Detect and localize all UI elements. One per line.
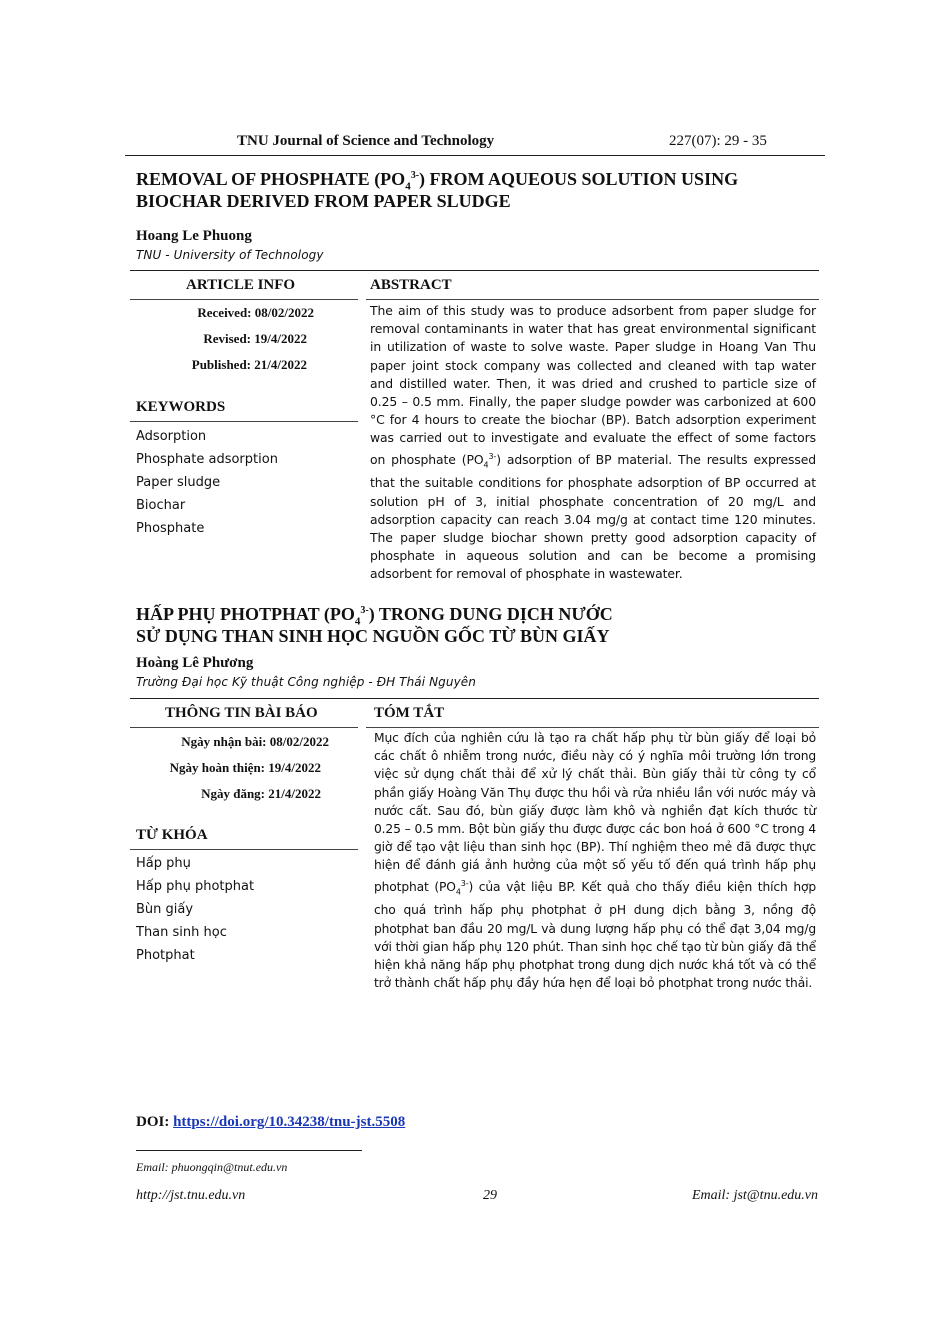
vn-received-value: 08/02/2022 — [269, 734, 329, 749]
vn-received-date — [130, 734, 329, 750]
keyword-item: Adsorption — [136, 429, 207, 444]
published-date — [130, 357, 307, 373]
vn-revised-date — [130, 760, 321, 776]
vn-keyword-item: Hấp phụ photphat — [136, 879, 255, 894]
vietnamese-top-rule — [130, 698, 819, 699]
keywords-heading: KEYWORDS — [136, 399, 226, 415]
vietnamese-title-line2: SỬ DỤNG THAN SINH HỌC NGUỒN GỐC TỪ BÙN GIẤY — [136, 626, 610, 646]
keyword-item: Phosphate adsorption — [136, 452, 278, 467]
english-title-line1-pre: REMOVAL OF PHOSPHATE (PO — [136, 169, 406, 189]
vn-article-info-heading: THÔNG TIN BÀI BÁO — [165, 705, 318, 721]
english-title-line2: BIOCHAR DERIVED FROM PAPER SLUDGE — [136, 191, 511, 211]
vietnamese-title-line1-post: ) TRONG DUNG DỊCH NƯỚC — [368, 604, 613, 624]
header-divider — [125, 155, 825, 156]
journal-name: TNU Journal of Science and Technology — [237, 133, 495, 149]
keywords-rule — [130, 421, 358, 422]
vn-keywords-heading: TỪ KHÓA — [136, 827, 208, 843]
vn-keyword-item: Than sinh học — [136, 925, 227, 940]
revised-value: 19/4/2022 — [254, 331, 307, 346]
english-top-rule — [130, 270, 819, 271]
vietnamese-title-sup: 3- — [360, 605, 369, 616]
vietnamese-author: Hoàng Lê Phương — [136, 655, 254, 671]
vn-published-value: 21/4/2022 — [268, 786, 321, 801]
page-number: 29 — [483, 1188, 497, 1203]
journal-volume: 227(07): 29 - 35 — [669, 133, 767, 149]
vn-published-label: Ngày đăng: — [201, 786, 266, 801]
vietnamese-abstract-sup: 3- — [460, 878, 469, 888]
vietnamese-affiliation: Trường Đại học Kỹ thuật Công nghiệp - ĐH Thái Nguyên — [136, 675, 476, 689]
author-email: Email: phuongqin@tnut.edu.vn — [136, 1160, 288, 1174]
doi — [136, 1114, 405, 1131]
published-value: 21/4/2022 — [254, 357, 307, 372]
english-abstract-sup: 3- — [488, 451, 497, 461]
keyword-item: Phosphate — [136, 521, 205, 536]
vn-keyword-item: Hấp phụ — [136, 856, 191, 871]
revised-date — [130, 331, 307, 347]
vietnamese-abstract-sub: 4 — [455, 887, 461, 897]
english-author: Hoang Le Phuong — [136, 228, 252, 244]
vietnamese-title-line1-pre: HẤP PHỤ PHOTPHAT (PO — [136, 604, 355, 624]
abstract-heading: ABSTRACT — [370, 277, 452, 293]
vn-article-info-rule — [130, 727, 358, 728]
doi-label: DOI: — [136, 1114, 170, 1130]
keyword-item: Paper sludge — [136, 475, 221, 490]
vn-revised-value: 19/4/2022 — [268, 760, 321, 775]
revised-label: Revised: — [203, 331, 252, 346]
article-info-rule — [130, 299, 358, 300]
english-abstract-sub: 4 — [483, 460, 489, 470]
vietnamese-title-sub: 4 — [354, 615, 361, 628]
vn-keyword-item: Photphat — [136, 948, 195, 963]
english-affiliation: TNU - University of Technology — [136, 248, 324, 262]
footer-website[interactable]: http://jst.tnu.edu.vn — [136, 1188, 246, 1203]
article-info-heading: ARTICLE INFO — [186, 277, 296, 293]
keyword-item: Biochar — [136, 498, 186, 513]
vn-keywords-rule — [130, 849, 358, 850]
english-abstract — [370, 302, 816, 584]
vietnamese-abstract — [374, 729, 816, 992]
english-abstract-post: ) adsorption of BP material. The results expressed that the suitable conditions for phosphate adsorption of BP occurred at solution pH of 3, initial phosphate concentration of 20 mg/L and adsorption capacity can reach 3.04 mg/g at contact time 120 minutes. The paper sludge biochar shown pretty good adsorption capacity of phosphate in aqueous solution and can be become a promising adsorbent for removal of phosphate in wastewater. — [370, 451, 816, 582]
footer-email[interactable]: Email: jst@tnu.edu.vn — [691, 1188, 818, 1203]
vn-received-label: Ngày nhận bài: — [181, 734, 267, 749]
received-label: Received: — [197, 305, 252, 320]
vn-abstract-heading: TÓM TẮT — [374, 705, 445, 721]
vietnamese-abstract-pre: Mục đích của nghiên cứu là tạo ra chất hấp phụ từ bùn giấy để loại bỏ các chất ô nhiễm trong nước, điều này có ý nghĩa môi trường lớn trong việc sử dụng chất thải để xử lý chất thải. Bùn giấy thải từ công ty cổ phần giấy Hoàng Văn Thụ được thu hồi và rửa nhiều lần với nước máy và nước cất. Sau đó, bùn giấy được làm khô và nghiền đạt kích thước từ 0.25 – 0.5 mm. Bột bùn giấy thu được được các bon hoá ở 600 °C trong 4 giờ để tạo vật liệu than sinh học (BP). Thí nghiệm theo mẻ đã được thực hiện để đánh giá ảnh hưởng của một số yếu tố đến quá trình hấp phụ photphat (PO — [374, 731, 816, 894]
english-title-line1-post: ) FROM AQUEOUS SOLUTION USING — [419, 169, 739, 189]
footnote-divider — [136, 1150, 362, 1151]
published-label: Published: — [191, 357, 252, 372]
vn-published-date — [130, 786, 321, 802]
abstract-rule — [366, 299, 819, 300]
received-value: 08/02/2022 — [254, 305, 314, 320]
keywords-list — [136, 425, 278, 540]
vn-keywords-list — [136, 852, 254, 967]
english-title-sup: 3- — [410, 170, 420, 181]
vn-keyword-item: Bùn giấy — [136, 902, 194, 917]
english-title-sub: 4 — [405, 180, 411, 193]
vn-abstract-rule — [366, 727, 819, 728]
english-title — [136, 168, 816, 212]
doi-link[interactable]: https://doi.org/10.34238/tnu-jst.5508 — [173, 1114, 406, 1130]
received-date — [130, 305, 314, 321]
vn-revised-label: Ngày hoàn thiện: — [169, 760, 266, 775]
english-abstract-pre: The aim of this study was to produce adsorbent from paper sludge for removal contaminants in water that has great environmental significant in utilization of waste to solve waste. Paper sludge in Hoang Van Thu paper joint stock company was collected and cleaned with tap water and distilled water. Then, it was dried and crushed to particle size of 0.25 – 0.5 mm. Finally, the paper sludge powder was carbonized at 600 °C for 4 hours to create the biochar (BP). Batch adsorption experiment was carried out to investigate and evaluate the effect of some factors on phosphate (PO — [370, 303, 816, 467]
vietnamese-abstract-post: ) của vật liệu BP. Kết quả cho thấy điều kiện thích hợp cho quá trình hấp phụ photphat ở pH dung dịch bằng 3, nồng độ photphat ban đầu 20 mg/L và dung lượng hấp phụ có thể đạt 3,04 mg/g với thời gian hấp phụ 120 phút. Than sinh học chế tạo từ bùn giấy đã thể hiện khả năng hấp phụ photphat trong dung dịch nước khá tốt và có thể trở thành chất hấp phụ đầy hứa hẹn để loại bỏ photphat trong nước thải. — [374, 879, 816, 991]
vietnamese-title — [136, 603, 816, 647]
